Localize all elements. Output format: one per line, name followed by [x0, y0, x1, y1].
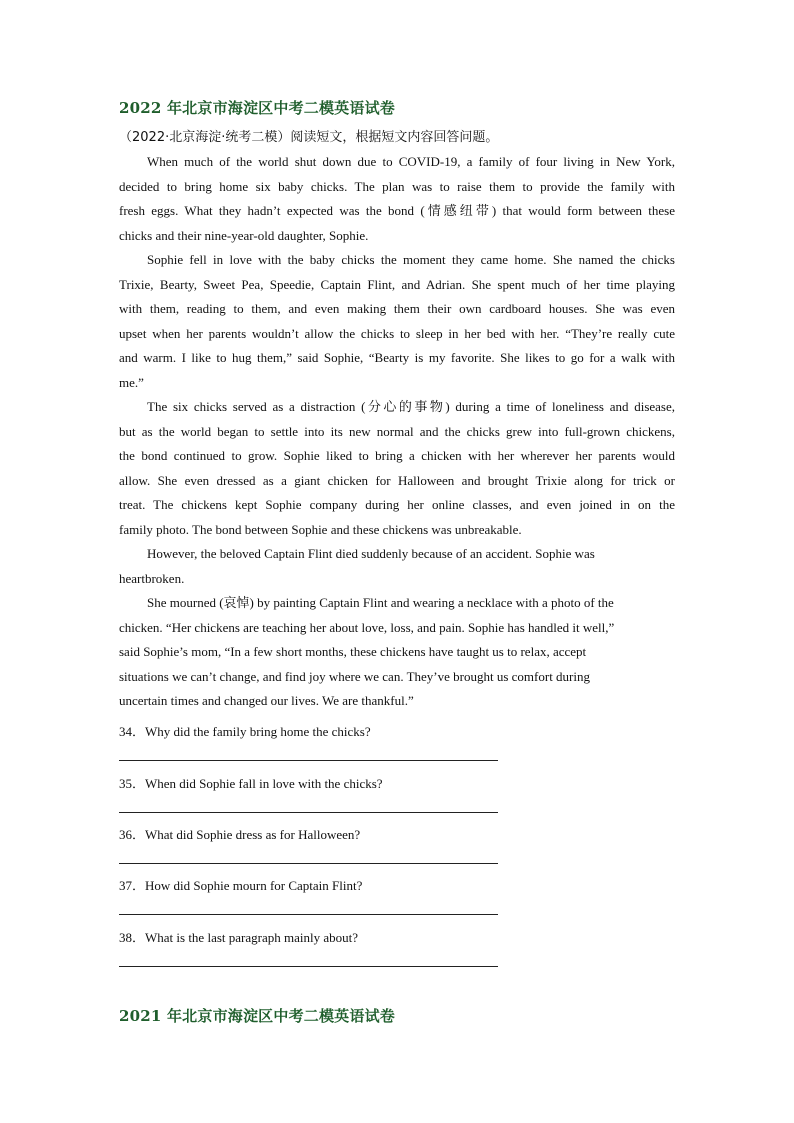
- passage-line: but as the world began to settle into its new normal and the chicks grew into full-grown chickens,: [119, 423, 675, 439]
- reading-passage: [119, 152, 675, 716]
- answer-line-34[interactable]: [119, 760, 498, 761]
- passage-line: uncertain times and changed our lives. We are thankful.”: [119, 693, 414, 708]
- answer-line-38[interactable]: [119, 966, 498, 967]
- passage-line: upset when her parents wouldn’t allow the chicks to sleep in her bed with her. “They’re really cute: [119, 325, 675, 341]
- passage-line: fresh eggs. What they hadn’t expected was the bond (情感纽带) that would form between these: [119, 203, 675, 218]
- question-36: 36．What did Sophie dress as for Halloween?: [119, 827, 361, 842]
- passage-line: When much of the world shut down due to COVID-19, a family of four living in New York,: [147, 154, 675, 169]
- passage-line: Sophie fell in love with the baby chicks the moment they came home. She named the chicks: [147, 252, 675, 267]
- answer-line-36[interactable]: [119, 863, 498, 864]
- answer-line-35[interactable]: [119, 812, 498, 813]
- question-34: 34．Why did the family bring home the chicks?: [119, 724, 371, 739]
- passage-line: decided to bring home six baby chicks. The plan was to raise them to provide the family with: [119, 178, 675, 194]
- passage-line: me.”: [119, 374, 144, 390]
- passage-line: chicken. “Her chickens are teaching her about love, loss, and pain. Sophie has handled it well,”: [119, 619, 615, 635]
- passage-line: family photo. The bond between Sophie and these chickens was unbreakable.: [119, 521, 522, 537]
- passage-line: Trixie, Bearty, Sweet Pea, Speedie, Captain Flint, and Adrian. She spent much of her time playing: [119, 276, 675, 292]
- passage-line: chicks and their nine-year-old daughter, Sophie.: [119, 227, 369, 243]
- passage-line: However, the beloved Captain Flint died suddenly because of an accident. Sophie was: [147, 546, 595, 561]
- question-source: （2022·北京海淀·统考二模）阅读短文，根据短文内容回答问题。: [119, 130, 499, 145]
- passage-line: allow. She even dressed as a giant chicken for Halloween and brought Trixie along for trick or: [119, 472, 675, 488]
- passage-line: The six chicks served as a distraction (分心的事物) during a time of loneliness and disease,: [147, 399, 675, 414]
- question-35: 35．When did Sophie fall in love with the chicks?: [119, 776, 383, 791]
- passage-line: situations we can’t change, and find joy where we can. They’ve brought us comfort during: [119, 668, 590, 684]
- question-38: 38．What is the last paragraph mainly about?: [119, 930, 358, 945]
- passage-line: with them, reading to them, and even making them their own cardboard houses. She was even: [119, 301, 675, 316]
- question-37: 37．How did Sophie mourn for Captain Flint?: [119, 878, 363, 893]
- exam-title-2021: 2021 年北京市海淀区中考二模英语试卷: [119, 1007, 395, 1025]
- passage-line: She mourned (哀悼) by painting Captain Flint and wearing a necklace with a photo of the: [147, 595, 614, 610]
- passage-line: treat. The chickens kept Sophie company during her online classes, and even joined in on the: [119, 497, 675, 512]
- passage-line: and warm. I like to hug them,” said Sophie, “Bearty is my favorite. She likes to go for a walk with: [119, 350, 675, 365]
- answer-line-37[interactable]: [119, 914, 498, 915]
- passage-line: the bond continued to grow. Sophie liked to bring a chicken with her wherever her parents would: [119, 448, 675, 463]
- passage-line: said Sophie’s mom, “In a few short months, these chickens have taught us to relax, accept: [119, 644, 587, 659]
- passage-line: heartbroken.: [119, 570, 185, 586]
- exam-title-2022: 2022 年北京市海淀区中考二模英语试卷: [119, 99, 395, 117]
